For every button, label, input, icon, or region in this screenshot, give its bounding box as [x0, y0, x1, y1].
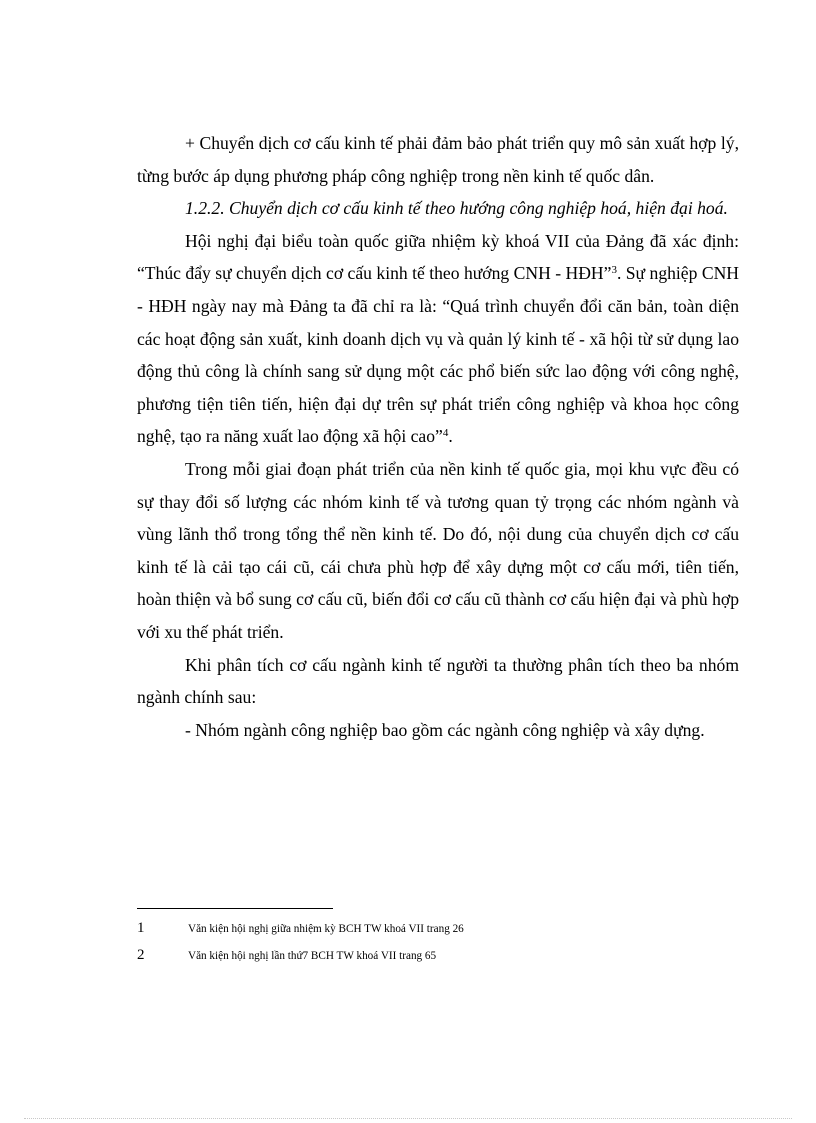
- footnote-number: 2: [137, 947, 145, 963]
- paragraph-text-part-3: .: [448, 426, 453, 447]
- footnote-reference-4: 4: [442, 427, 449, 440]
- paragraph-industry-group: - Nhóm ngành công nghiệp bao gồm các ngành công nghiệp và xây dựng.: [185, 719, 705, 740]
- page-bottom-border: [24, 1118, 792, 1119]
- footnote-separator: [137, 908, 333, 909]
- section-heading-1-2-2: 1.2.2. Chuyển dịch cơ cấu kinh tế theo hướng công nghiệp hoá, hiện đại hoá.: [185, 198, 728, 219]
- paragraph-text-part-2: . Sự nghiệp CNH - HĐH ngày nay mà Đảng ta đã chỉ ra là: “Quá trình chuyển đổi căn bản, toàn diện các hoạt động sản xuất, kinh doanh dịch vụ và quản lý kinh tế - xã hội từ sử dụng lao động thủ công là chính sang sử dụng một các phổ biến sức lao động với công nghệ, phương tiện tiên tiến, hiện đại dự trên sự phát triển công nghiệp và khoa học công nghệ, tạo ra năng xuất lao động xã hội cao”: [137, 263, 739, 447]
- body-text: [137, 127, 739, 746]
- paragraph-mid-term-conference: [137, 225, 739, 453]
- paragraph-sector-analysis: Khi phân tích cơ cấu ngành kinh tế người ta thường phân tích theo ba nhóm ngành chính sau:: [137, 654, 739, 708]
- footnote-number: 1: [137, 920, 145, 936]
- paragraph-development-stage: Trong mỗi giai đoạn phát triển của nền kinh tế quốc gia, mọi khu vực đều có sự thay đổi số lượng các nhóm kinh tế và tương quan tỷ trọng các nhóm ngành và vùng lãnh thổ trong tổng thể nền kinh tế. Do đó, nội dung của chuyển dịch cơ cấu kinh tế là cải tạo cái cũ, cái chưa phù hợp để xây dựng một cơ cấu mới, tiên tiến, hoàn thiện và bổ sung cơ cấu cũ, biến đổi cơ cấu cũ thành cơ cấu hiện đại và phù hợp với xu thế phát triển.: [137, 458, 739, 642]
- paragraph-text-part-1: Hội nghị đại biểu toàn quốc giữa nhiệm kỳ khoá VII của Đảng đã xác định: “Thúc đẩy sự chuyển dịch cơ cấu kinh tế theo hướng CNH - HĐH”: [137, 230, 739, 284]
- footnote-1: [137, 918, 739, 938]
- footnote-text: Văn kiện hội nghị giữa nhiệm kỳ BCH TW khoá VII trang 26: [188, 923, 464, 935]
- footnote-text: Văn kiện hội nghị lần thứ7 BCH TW khoá VII trang 65: [188, 950, 437, 962]
- footnote-2: [137, 945, 739, 965]
- footnote-reference-3: 3: [611, 264, 617, 277]
- paragraph-scale-of-production: + Chuyển dịch cơ cấu kinh tế phải đảm bảo phát triển quy mô sản xuất hợp lý, từng bước áp dụng phương pháp công nghiệp trong nền kinh tế quốc dân.: [137, 133, 739, 186]
